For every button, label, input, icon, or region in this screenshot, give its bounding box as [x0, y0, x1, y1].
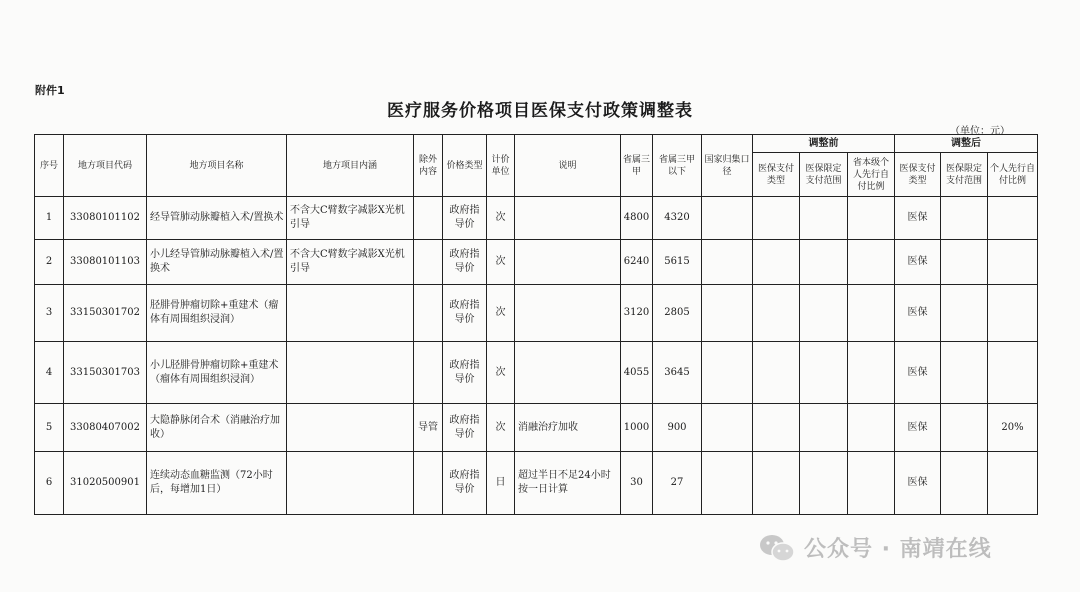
row-after-scope — [941, 342, 988, 404]
header-price-type: 价格类型 — [443, 135, 487, 197]
row-name: 胫腓骨肿瘤切除+重建术（瘤体有周围组织浸润） — [147, 285, 287, 342]
header-national: 国家归集口径 — [702, 135, 753, 197]
row-national — [702, 197, 753, 240]
header-prov3below: 省属三甲以下 — [653, 135, 702, 197]
row-before-scope — [800, 342, 848, 404]
row-after-type: 医保 — [895, 240, 941, 285]
row-prov3a: 30 — [621, 452, 653, 515]
row-unit: 次 — [487, 240, 515, 285]
row-national — [702, 285, 753, 342]
row-price-type: 政府指导价 — [443, 404, 487, 452]
row-before-ratio — [848, 240, 895, 285]
row-before-scope — [800, 404, 848, 452]
row-seq: 2 — [35, 240, 64, 285]
row-prov3a: 3120 — [621, 285, 653, 342]
watermark — [758, 532, 992, 563]
row-before-type — [753, 240, 800, 285]
row-content: 不含大C臂数字减影X光机引导 — [287, 197, 414, 240]
row-seq: 1 — [35, 197, 64, 240]
row-after-type: 医保 — [895, 285, 941, 342]
row-after-ratio — [988, 240, 1038, 285]
row-before-scope — [800, 452, 848, 515]
table-row — [35, 197, 1038, 240]
row-content — [287, 342, 414, 404]
attachment-label: 附件1 — [35, 84, 65, 97]
row-after-type: 医保 — [895, 342, 941, 404]
row-code: 31020500901 — [64, 452, 147, 515]
row-after-scope — [941, 197, 988, 240]
row-seq: 3 — [35, 285, 64, 342]
row-note — [515, 342, 621, 404]
row-after-ratio — [988, 197, 1038, 240]
row-before-type — [753, 285, 800, 342]
row-content — [287, 285, 414, 342]
row-prov3a: 1000 — [621, 404, 653, 452]
row-seq: 6 — [35, 452, 64, 515]
row-prov3below: 27 — [653, 452, 702, 515]
row-excluded — [414, 197, 443, 240]
table-row — [35, 285, 1038, 342]
row-note — [515, 197, 621, 240]
row-before-type — [753, 342, 800, 404]
row-name: 经导管肺动脉瓣植入术/置换术 — [147, 197, 287, 240]
row-note: 超过半日不足24小时按一日计算 — [515, 452, 621, 515]
header-excluded: 除外内容 — [414, 135, 443, 197]
row-before-type — [753, 197, 800, 240]
row-prov3below: 2805 — [653, 285, 702, 342]
row-code: 33080101102 — [64, 197, 147, 240]
unit-note: （单位：元） — [950, 126, 1010, 137]
row-before-scope — [800, 240, 848, 285]
row-unit: 次 — [487, 342, 515, 404]
row-code: 33150301703 — [64, 342, 147, 404]
row-after-scope — [941, 404, 988, 452]
row-seq: 5 — [35, 404, 64, 452]
row-code: 33080101103 — [64, 240, 147, 285]
row-excluded — [414, 240, 443, 285]
row-name: 连续动态血糖监测（72小时后，每增加1日） — [147, 452, 287, 515]
row-unit: 次 — [487, 404, 515, 452]
row-excluded — [414, 342, 443, 404]
table-row — [35, 452, 1038, 515]
row-name: 小儿胫腓骨肿瘤切除+重建术（瘤体有周围组织浸润） — [147, 342, 287, 404]
header-code: 地方项目代码 — [64, 135, 147, 197]
row-prov3below: 3645 — [653, 342, 702, 404]
row-content — [287, 452, 414, 515]
row-code: 33080407002 — [64, 404, 147, 452]
header-after-type: 医保支付类型 — [895, 153, 941, 197]
row-before-ratio — [848, 197, 895, 240]
table-row — [35, 342, 1038, 404]
row-name: 大隐静脉闭合术（消融治疗加收） — [147, 404, 287, 452]
row-note — [515, 285, 621, 342]
header-prov3a: 省属三甲 — [621, 135, 653, 197]
row-price-type: 政府指导价 — [443, 452, 487, 515]
row-prov3a: 4055 — [621, 342, 653, 404]
row-name: 小儿经导管肺动脉瓣植入术/置换术 — [147, 240, 287, 285]
row-unit: 次 — [487, 197, 515, 240]
row-after-ratio — [988, 342, 1038, 404]
row-before-type — [753, 404, 800, 452]
header-after-scope: 医保限定支付范围 — [941, 153, 988, 197]
row-before-ratio — [848, 452, 895, 515]
row-after-type: 医保 — [895, 197, 941, 240]
row-national — [702, 404, 753, 452]
row-prov3below: 5615 — [653, 240, 702, 285]
row-national — [702, 240, 753, 285]
header-before-scope: 医保限定支付范围 — [800, 153, 848, 197]
header-seq: 序号 — [35, 135, 64, 197]
header-unit: 计价单位 — [487, 135, 515, 197]
header-content: 地方项目内涵 — [287, 135, 414, 197]
wechat-icon — [758, 533, 796, 563]
header-group-after: 调整后 — [895, 135, 1038, 153]
row-before-ratio — [848, 285, 895, 342]
header-group-before: 调整前 — [753, 135, 895, 153]
row-after-type: 医保 — [895, 452, 941, 515]
row-before-ratio — [848, 342, 895, 404]
row-content: 不含大C臂数字减影X光机引导 — [287, 240, 414, 285]
row-content — [287, 404, 414, 452]
row-after-scope — [941, 285, 988, 342]
header-after-ratio: 个人先行自付比例 — [988, 153, 1038, 197]
row-after-ratio: 20% — [988, 404, 1038, 452]
row-excluded: 导管 — [414, 404, 443, 452]
row-excluded — [414, 452, 443, 515]
header-name: 地方项目名称 — [147, 135, 287, 197]
row-prov3below: 4320 — [653, 197, 702, 240]
row-before-ratio — [848, 404, 895, 452]
policy-table — [34, 134, 1038, 515]
row-seq: 4 — [35, 342, 64, 404]
row-after-type: 医保 — [895, 404, 941, 452]
row-unit: 日 — [487, 452, 515, 515]
row-price-type: 政府指导价 — [443, 197, 487, 240]
row-note — [515, 240, 621, 285]
table-row — [35, 240, 1038, 285]
row-before-type — [753, 452, 800, 515]
table-row — [35, 404, 1038, 452]
row-prov3a: 6240 — [621, 240, 653, 285]
header-before-ratio: 省本级个人先行自付比例 — [848, 153, 895, 197]
row-after-ratio — [988, 452, 1038, 515]
document-title: 医疗服务价格项目医保支付政策调整表 — [387, 101, 693, 121]
row-after-scope — [941, 452, 988, 515]
row-prov3below: 900 — [653, 404, 702, 452]
row-prov3a: 4800 — [621, 197, 653, 240]
row-price-type: 政府指导价 — [443, 342, 487, 404]
row-before-scope — [800, 285, 848, 342]
row-code: 33150301702 — [64, 285, 147, 342]
header-note: 说明 — [515, 135, 621, 197]
row-price-type: 政府指导价 — [443, 240, 487, 285]
row-before-scope — [800, 197, 848, 240]
row-after-ratio — [988, 285, 1038, 342]
row-note: 消融治疗加收 — [515, 404, 621, 452]
row-after-scope — [941, 240, 988, 285]
row-unit: 次 — [487, 285, 515, 342]
row-national — [702, 452, 753, 515]
watermark-text: 公众号 · 南靖在线 — [804, 537, 992, 562]
row-price-type: 政府指导价 — [443, 285, 487, 342]
row-national — [702, 342, 753, 404]
header-before-type: 医保支付类型 — [753, 153, 800, 197]
row-excluded — [414, 285, 443, 342]
